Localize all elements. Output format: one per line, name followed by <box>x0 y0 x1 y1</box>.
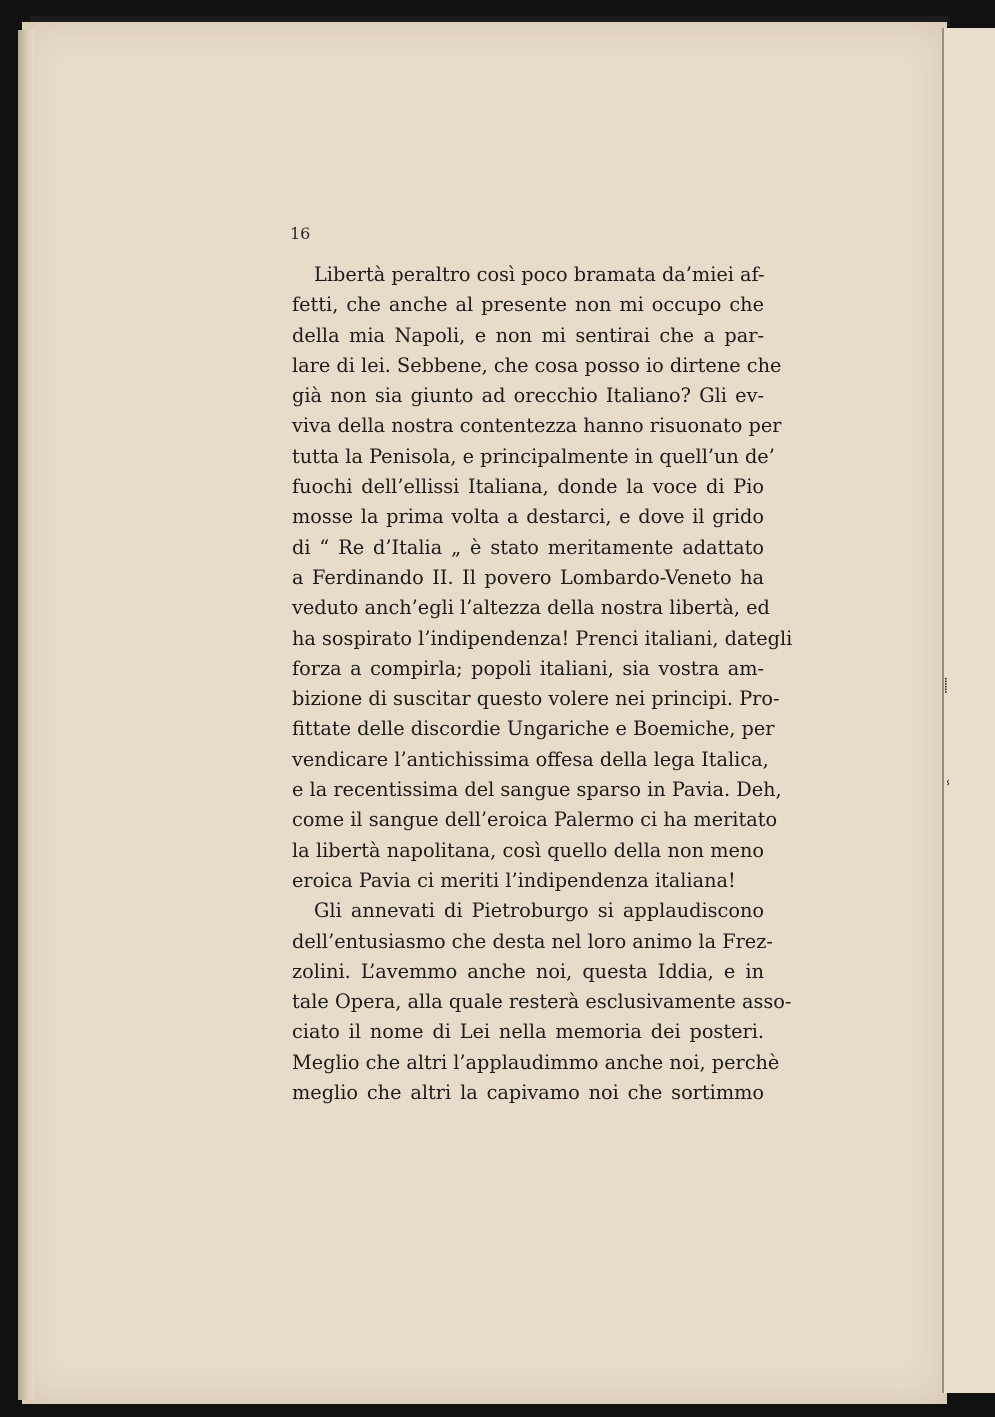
text-line: tale Opera, alla quale resterà esclusivamente asso- <box>292 990 792 1014</box>
text-line: zolini. L’avemmo anche noi, questa Iddia, e in <box>292 959 764 983</box>
text-line: già non sia giunto ad orecchio Italiano? Gli ev- <box>292 384 764 408</box>
text-line: come il sangue dell’eroica Palermo ci ha meritato <box>292 808 778 832</box>
text-line: forza a compirla; popoli italiani, sia vostra am- <box>292 656 764 680</box>
text-line: Gli annevati di Pietroburgo si applaudiscono <box>314 899 764 923</box>
text-line: meglio che altri la capivamo noi che sortimmo <box>292 1081 764 1105</box>
text-line: lare di lei. Sebbene, che cosa posso io dirtene che <box>292 353 782 377</box>
text-line: veduto anch’egli l’altezza della nostra libertà, ed <box>292 596 770 620</box>
text-line: di “ Re d’Italia „ è stato meritamente adattato <box>292 535 764 559</box>
text-line: ciato il nome di Lei nella memoria dei posteri. <box>292 1020 764 1044</box>
text-line: fittate delle discordie Ungariche e Boemiche, per <box>292 717 775 741</box>
text-line: tutta la Penisola, e principalmente in quell’un de’ <box>292 444 775 468</box>
text-line: eroica Pavia ci meriti l’indipendenza italiana! <box>292 868 736 892</box>
page-number: 16 <box>290 224 311 243</box>
text-line: mosse la prima volta a destarci, e dove il grido <box>292 505 764 529</box>
text-line: bizione di suscitar questo volere nei principi. Pro- <box>292 687 780 711</box>
text-line: viva della nostra contentezza hanno risuonato per <box>292 414 782 438</box>
text-line: ha sospirato l’indipendenza! Prenci italiani, dategli <box>292 626 793 650</box>
text-line: Libertà peraltro così poco bramata da’miei af- <box>314 263 765 286</box>
margin-mark: ⸽ <box>944 678 948 694</box>
margin-mark: ⸯ <box>944 782 953 798</box>
text-line: dell’entusiasmo che desta nel loro animo la Frez- <box>292 929 773 953</box>
text-line: a Ferdinando II. Il povero Lombardo-Veneto ha <box>292 565 764 589</box>
text-line: vendicare l’antichissima offesa della lega Italica, <box>292 747 769 771</box>
body-text <box>292 260 793 1108</box>
text-line: Meglio che altri l’applaudimmo anche noi, perchè <box>292 1050 780 1074</box>
text-line: fuochi dell’ellissi Italiana, donde la voce di Pio <box>292 475 764 499</box>
paragraph <box>292 896 792 1108</box>
paragraph <box>292 260 793 896</box>
text-line: e la recentissima del sangue sparso in Pavia. Deh, <box>292 778 782 802</box>
page-edge-shadow <box>18 30 34 1400</box>
text-line: fetti, che anche al presente non mi occupo che <box>292 293 764 317</box>
adjacent-page-edge <box>942 28 995 1393</box>
text-line: della mia Napoli, e non mi sentirai che a par- <box>292 323 764 347</box>
text-line: la libertà napolitana, così quello della non meno <box>292 838 764 862</box>
